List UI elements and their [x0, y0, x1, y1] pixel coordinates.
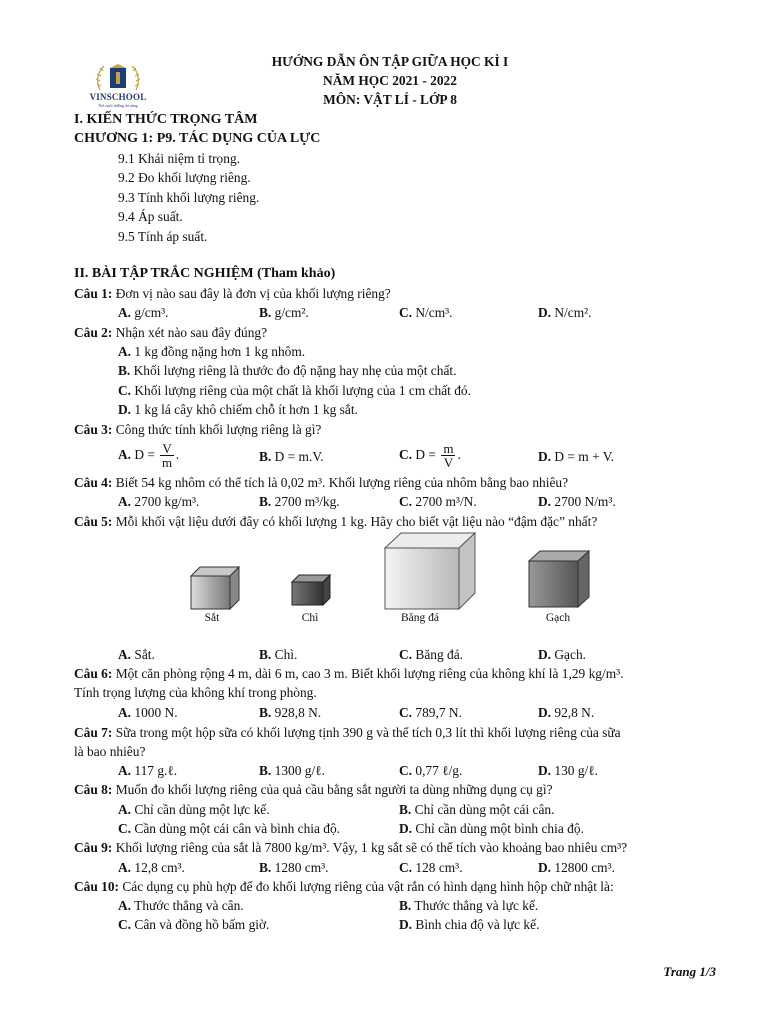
cube-caption: Băng đá: [400, 612, 439, 624]
page-number: Trang 1/3: [663, 964, 716, 979]
q8-option-a: A. Chỉ cần dùng một lực kế.: [118, 802, 270, 817]
q7-option-a: A. 117 g.ℓ.: [118, 763, 178, 778]
q8-option-c: C. Cần dùng một cái cân và bình chia độ.: [118, 821, 341, 836]
section1-title: I. KIẾN THỨC TRỌNG TÂM: [74, 112, 258, 127]
fraction: $\frac{m}{V}$: [443, 441, 454, 471]
q7-option-d: D. 130 g/ℓ.: [538, 763, 599, 778]
q8-option-d: D. Chỉ cần dùng một bình chia độ.: [399, 821, 584, 836]
question-4: Câu 4: Biết 54 kg nhôm có thể tích là 0,02 m³. Khối lượng riêng của nhôm bằng bao nhiêu?: [74, 475, 569, 490]
doc-title-line2: NĂM HỌC 2021 - 2022: [323, 73, 457, 88]
cube-caption: Sắt: [204, 612, 220, 624]
question-label: Câu 1:: [74, 286, 113, 301]
doc-title-line1: HƯỚNG DẪN ÔN TẬP GIỮA HỌC KÌ I: [271, 54, 509, 69]
q1-option-a: A. g/cm³.: [118, 305, 169, 320]
cube-caption: Gạch: [545, 612, 571, 624]
q7-option-b: B. 1300 g/ℓ.: [259, 763, 325, 778]
q1-option-b: B. g/cm².: [259, 305, 309, 320]
q10-option-a: A. Thước thẳng và cân.: [118, 898, 244, 913]
iron-cube-image: [190, 566, 240, 610]
q1-option-c: C. N/cm³.: [399, 305, 453, 320]
question-7-cont: là bao nhiêu?: [74, 744, 146, 759]
question-text: Đơn vị nào sau đây là đơn vị của khối lượng riêng?: [115, 286, 391, 301]
q2-option-c: C. Khối lượng riêng của một chất là khối lượng của 1 cm chất đó.: [118, 383, 471, 398]
question-6-cont: Tính trọng lượng của không khí trong phòng.: [74, 685, 317, 700]
q2-option-b: B. Khối lượng riêng là thước đo độ nặng hay nhẹ của một chất.: [118, 363, 457, 378]
question-10: Câu 10: Các dụng cụ phù hợp để đo khối lượng riêng của vật rắn có hình dạng hình hộp chữ nhật là:: [74, 879, 614, 894]
section2-title: II. BÀI TẬP TRẮC NGHIỆM (Tham khảo): [74, 266, 336, 281]
doc-title-line3: MÔN: VẬT LÍ - LỚP 8: [323, 92, 457, 107]
q3-option-d: D. D = m + V.: [538, 449, 615, 464]
q3-option-a: A. D = $\frac{V}{m}$ .: [118, 441, 180, 471]
logo-tagline: Nơi nuôi dưỡng tài năng: [98, 103, 138, 108]
lead-cube-image: [291, 574, 331, 606]
topic-item: 9.5 Tính áp suất.: [118, 229, 208, 244]
q5-option-c: C. Băng đá.: [399, 647, 463, 662]
q9-option-a: A. 12,8 cm³.: [118, 860, 185, 875]
brick-cube-image: [528, 550, 590, 608]
q6-option-c: C. 789,7 N.: [399, 705, 462, 720]
q4-option-a: A. 2700 kg/m³.: [118, 494, 200, 509]
q10-option-c: C. Cân và đồng hồ bấm giờ.: [118, 917, 270, 932]
q1-option-d: D. N/cm².: [538, 305, 592, 320]
topic-item: 9.2 Đo khối lượng riêng.: [118, 170, 251, 185]
q2-option-d: D. 1 kg lá cây khô chiếm chỗ ít hơn 1 kg sắt.: [118, 402, 358, 417]
q6-option-d: D. 92,8 N.: [538, 705, 595, 720]
q5-option-b: B. Chì.: [259, 647, 298, 662]
fraction: $\frac{V}{m}$: [161, 441, 173, 471]
q3-option-c: C. D = $\frac{m}{V}$ .: [399, 441, 461, 471]
q3-option-b: B. D = m.V.: [259, 449, 324, 464]
q9-option-d: D. 12800 cm³.: [538, 860, 615, 875]
question-8: Câu 8: Muốn đo khối lượng riêng của quả cầu bằng sắt người ta dùng những dụng cụ gì?: [74, 782, 553, 797]
question-7: Câu 7: Sữa trong một hộp sữa có khối lượng tịnh 390 g và thể tích 0,3 lít thì khối lượng riêng của sữa: [74, 725, 621, 740]
q10-option-d: D. Bình chia độ và lực kế.: [399, 917, 540, 932]
q4-option-d: D. 2700 N/m³.: [538, 494, 616, 509]
topic-item: 9.1 Khái niệm tỉ trọng.: [118, 151, 240, 166]
question-9: Câu 9: Khối lượng riêng của sắt là 7800 kg/m³. Vậy, 1 kg sắt sẽ có thể tích vào khoảng bao nhiêu cm³?: [74, 840, 628, 855]
q9-option-b: B. 1280 cm³.: [259, 860, 329, 875]
q6-option-b: B. 928,8 N.: [259, 705, 322, 720]
q5-option-d: D. Gạch.: [538, 647, 586, 662]
q4-option-b: B. 2700 m³/kg.: [259, 494, 340, 509]
q7-option-c: C. 0,77 ℓ/g.: [399, 763, 463, 778]
chapter-title: CHƯƠNG 1: P9. TÁC DỤNG CỦA LỰC: [74, 131, 321, 146]
question-2: Câu 2: Nhận xét nào sau đây đúng?: [74, 325, 268, 340]
q4-option-c: C. 2700 m³/N.: [399, 494, 477, 509]
q9-option-c: C. 128 cm³.: [399, 860, 463, 875]
question-6: Câu 6: Một căn phòng rộng 4 m, dài 6 m, cao 3 m. Biết khối lượng riêng của không khí là 1,29 kg/m³.: [74, 666, 624, 681]
ice-cube-image: [384, 532, 476, 610]
question-5: Câu 5: Mỗi khối vật liệu dưới đây có khối lượng 1 kg. Hãy cho biết vật liệu nào “đậm đặc” nhất?: [74, 514, 598, 529]
q5-option-a: A. Sắt.: [118, 647, 155, 662]
q6-option-a: A. 1000 N.: [118, 705, 178, 720]
topic-item: 9.4 Áp suất.: [118, 209, 183, 224]
logo-name: VINSCHOOL: [89, 92, 147, 102]
q8-option-b: B. Chỉ cần dùng một cái cân.: [399, 802, 555, 817]
question-3: Câu 3: Công thức tính khối lượng riêng là gì?: [74, 422, 322, 437]
topic-item: 9.3 Tính khối lượng riêng.: [118, 190, 260, 205]
q2-option-a: A. 1 kg đồng nặng hơn 1 kg nhôm.: [118, 344, 306, 359]
cube-caption: Chì: [301, 612, 319, 624]
q10-option-b: B. Thước thẳng và lực kế.: [399, 898, 539, 913]
question-1: [74, 286, 391, 302]
